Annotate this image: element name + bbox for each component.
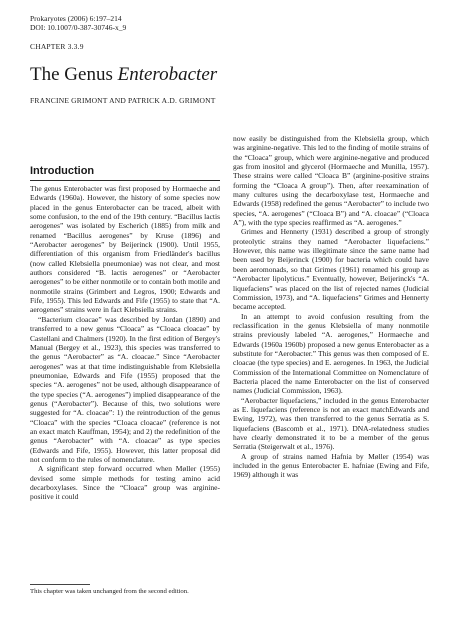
page-title <box>30 64 217 86</box>
chapter-number: CHAPTER 3.3.9 <box>30 42 84 51</box>
journal-citation: Prokaryotes (2006) 6:197–214 <box>30 14 122 23</box>
right-column <box>233 134 429 480</box>
footnote: This chapter was taken unchanged from the second edition. <box>30 588 189 595</box>
paragraph: The genus Enterobacter was first proposed by Hormaeche and Edwards (1960a). However, the history of some species now placed in the genus Enterobacter can be traced, albeit with some confusion, to the end of the 19th century. “Bacillus lactis aerogenes” was isolated by Escherich (1885) from milk and renamed “Bacillus aerogenes” by Kruse (1896) and “Aerobacter aerogenes” by Beijerinck (1900). Until 1955, differentiation of this organism from Friedländer's bacillus (now called Klebsiella pneumoniae) was not clear, and most authors considered “B. lactis aerogenes” or “Aerobacter aerogenes” to be either nonmotile or to contain both motile and nonmotile strains (Grimbert and Legros, 1900; Edwards and Fife, 1955). This led Edwards and Fife (1955) to state that “A. aerogenes” strains were in fact Klebsiella strains. <box>30 184 220 315</box>
authors: FRANCINE GRIMONT AND PATRICK A.D. GRIMONT <box>30 96 216 105</box>
paragraph: “Aerobacter liquefaciens,” included in the genus Enterobacter as E. liquefaciens (reference is not an exact matchEdwards and Ewing, 1972), was then transferred to the genus Serratia as S. liquefaciens (Bascomb et al., 1971). DNA-relatedness studies have clearly demonstrated it to be a member of the genus Serratia (Steigerwalt et al., 1976). <box>233 395 429 452</box>
paragraph: Grimes and Hennerty (1931) described a group of strongly proteolytic strains they named “Aerobacter liquefaciens.” However, this name was illegitimate since the same name had been used by Beijerinck (1900) for bacteria which could have been aeromonads, so that Grimes (1961) renamed his group as “Aerobacter lipolyticus.” Eventually, however, Beijerinck's “A. liquefaciens” was placed on the list of rejected names (Judicial Commission, 1973), and “A. liquefaciens” Grimes and Hennerty became accepted. <box>233 227 429 312</box>
paragraph: A significant step forward occurred when Møller (1955) devised some simple methods for testing amino acid decarboxylases. Since the “Cloaca” group was arginine-positive it could <box>30 464 220 502</box>
paragraph: “Bacterium cloacae” was described by Jordan (1890) and transferred to a new genus “Cloaca” as “Cloaca cloacae” by Castellani and Chalmers (1920). In the first edition of Bergey's Manual (Bergey et al., 1923), this species was transferred to the genus “Aerobacter” as “A. cloacae.” Since “Aerobacter aerogenes” was at that time indistinguishable from Klebsiella pneumoniae, Edwards and Fife (1955) proposed that the species “A. aerogenes” not be used, although disappearance of the type species (“A. aerogenes”) implied disappearance of the genus (“Aerobacter”). Because of this, two solutions were suggested for “A. cloacae”: 1) the reintroduction of the genus “Cloaca” with the species “Cloaca cloacae” (reference is not an exact match Kauffman, 1954); and 2) the redefinition of the genus “Aerobacter” with “A. cloacae” as type species (Edwards and Fife, 1955). However, this latter proposal did not conform to the rules of nomenclature. <box>30 314 220 464</box>
title-prefix: The Genus <box>30 64 118 85</box>
paragraph: In an attempt to avoid confusion resulting from the reclassification in the genus Klebsiella of many nonmotile strains previously labeled “A. aerogenes,” Hormaeche and Edwards (1960a 1960b) proposed a new genus Enterobacter as a substitute for “Aerobacter.” This genus was then composed of E. cloacae (the type species) and E. aerogenes. In 1963, the Judicial Commission of the International Committee on Nomenclature of Bacteria placed the name Enterobacter on the list of conserved names (Judicial Commission, 1963). <box>233 311 429 396</box>
section-heading: Introduction <box>30 165 95 177</box>
section-rule <box>30 180 220 181</box>
left-column <box>30 184 220 502</box>
doi: DOI: 10.1007/0-387-30746-x_9 <box>30 23 127 32</box>
paragraph: A group of strains named Hafnia by Møller (1954) was included in the genus Enterobacter E. hafniae (Ewing and Fife, 1969) although it was <box>233 451 429 480</box>
footnote-rule <box>30 584 90 585</box>
paragraph: now easily be distinguished from the Klebsiella group, which was arginine-negative. This led to the finding of motile strains of the “Cloaca” group, which were arginine-negative and produced gas from inositol and glycerol (Hormaeche and Munilla, 1957). These strains were called “Cloaca B” (arginine-positive strains forming the “Cloaca A group”). Then, after reexamination of many cultures using the decarboxylase test, Hormaeche and Edwards (1958) redefined the genus “Aerobacter” to include two species, “A. aerogenes” (“Cloaca B”) and “A. cloacae” (“Cloaca A”), with the type species reaffirmed as “A. aerogenes.” <box>233 134 429 228</box>
title-genus: Enterobacter <box>117 64 218 85</box>
